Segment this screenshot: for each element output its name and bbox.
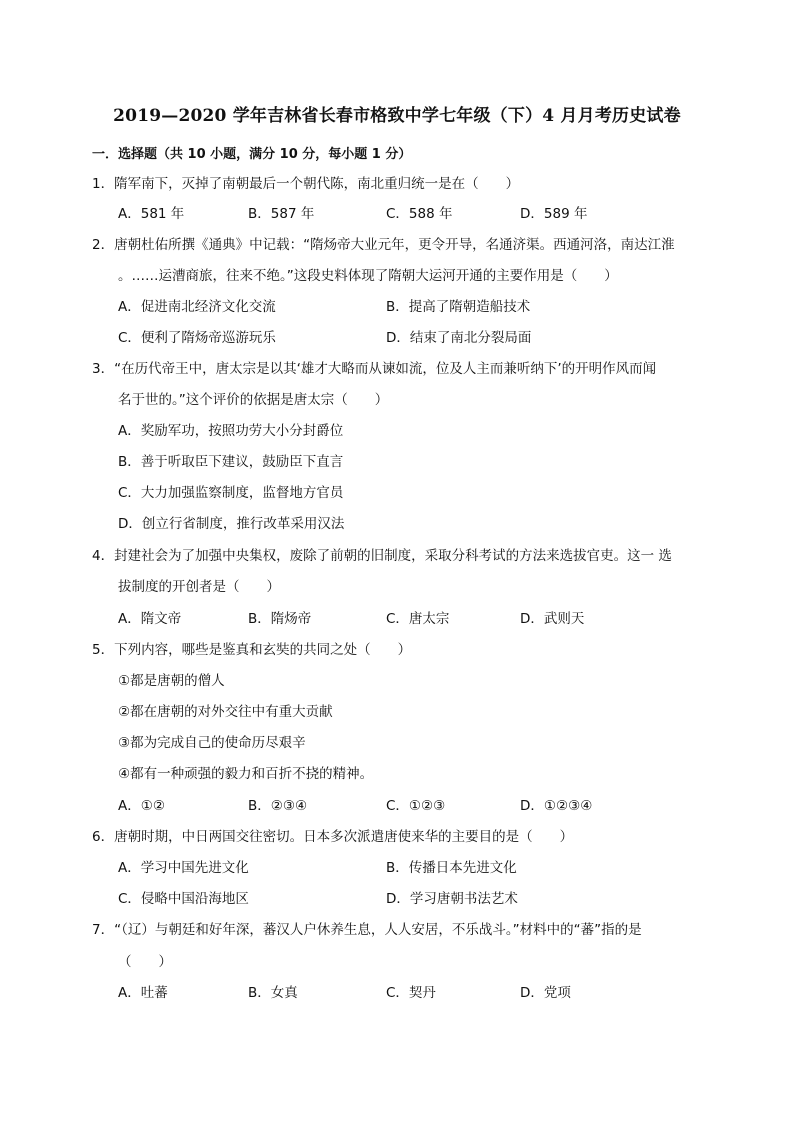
question-3-option-a: A．奖励军功，按照功劳大小分封爵位 — [118, 423, 344, 439]
question-2-stem-line-1: 2．唐朝杜佑所撰《通典》中记载：“隋炀帝大业元年，更令开导，名通济渠。西通河洛，南达江淮 — [92, 237, 675, 253]
question-2-option-c: C．便利了隋炀帝巡游玩乐 — [118, 330, 276, 346]
question-4-stem-line-1: 4．封建社会为了加强中央集权，废除了前朝的旧制度，采取分科考试的方法来选拔官吏。这一 选 — [92, 548, 672, 564]
question-6-option-d: D．学习唐朝书法艺术 — [386, 891, 518, 907]
question-5-item-1: ①都是唐朝的僧人 — [118, 673, 225, 689]
section-heading: 一．选择题（共 10 小题，满分 10 分，每小题 1 分） — [92, 147, 412, 162]
question-4-stem-line-2: 拔制度的开创者是（ ） — [118, 579, 280, 595]
question-5-item-4: ④都有一种顽强的毅力和百折不挠的精神。 — [118, 766, 374, 782]
question-2-option-d: D．结束了南北分裂局面 — [386, 330, 532, 346]
question-7-stem-line-2: （ ） — [118, 954, 172, 970]
question-3-option-b: B．善于听取臣下建议，鼓励臣下直言 — [118, 454, 344, 470]
question-5-option-a: A．①② — [118, 798, 165, 814]
question-5-stem: 5．下列内容，哪些是鉴真和玄奘的共同之处（ ） — [92, 642, 412, 658]
question-1-option-c: C．588 年 — [386, 206, 453, 222]
question-3-stem-line-2: 名于世的。”这个评价的依据是唐太宗（ ） — [118, 392, 389, 408]
question-7-option-b: B．女真 — [248, 985, 298, 1001]
question-1-option-d: D．589 年 — [520, 206, 588, 222]
question-1-option-b: B．587 年 — [248, 206, 315, 222]
question-6-option-a: A．学习中国先进文化 — [118, 860, 249, 876]
question-5-option-c: C．①②③ — [386, 798, 446, 814]
question-1-stem: 1．隋军南下，灭掉了南朝最后一个朝代陈，南北重归统一是在（ ） — [92, 176, 520, 192]
question-2-option-b: B．提高了隋朝造船技术 — [386, 299, 531, 315]
question-4-option-b: B．隋炀帝 — [248, 611, 312, 627]
question-4-option-c: C．唐太宗 — [386, 611, 450, 627]
question-6-option-c: C．侵略中国沿海地区 — [118, 891, 249, 907]
question-2-stem-line-2: 。……运漕商旅，往来不绝。”这段史料体现了隋朝大运河开通的主要作用是（ ） — [118, 268, 618, 284]
question-2-option-a: A．促进南北经济文化交流 — [118, 299, 276, 315]
question-4-option-a: A．隋文帝 — [118, 611, 182, 627]
question-3-option-c: C．大力加强监察制度，监督地方官员 — [118, 485, 344, 501]
question-1-option-a: A．581 年 — [118, 206, 185, 222]
question-5-option-b: B．②③④ — [248, 798, 308, 814]
question-5-item-3: ③都为完成自己的使命历尽艰辛 — [118, 735, 306, 751]
question-5-option-d: D．①②③④ — [520, 798, 593, 814]
question-6-option-b: B．传播日本先进文化 — [386, 860, 517, 876]
question-3-option-d: D．创立行省制度，推行改革采用汉法 — [118, 516, 345, 532]
exam-title: 2019—2020 学年吉林省长春市格致中学七年级（下）4 月月考历史试卷 — [113, 106, 681, 126]
question-7-option-d: D．党项 — [520, 985, 571, 1001]
question-7-stem-line-1: 7．“（辽）与朝廷和好年深，蕃汉人户休养生息，人人安居，不乐战斗。”材料中的“蕃”指的是 — [92, 922, 642, 938]
question-3-stem-line-1: 3．“在历代帝王中，唐太宗是以其‘雄才大略而从谏如流，位及人主而兼听纳下’的开明作风而闻 — [92, 361, 657, 377]
question-7-option-a: A．吐蕃 — [118, 985, 168, 1001]
question-7-option-c: C．契丹 — [386, 985, 436, 1001]
question-5-item-2: ②都在唐朝的对外交往中有重大贡献 — [118, 704, 333, 720]
question-4-option-d: D．武则天 — [520, 611, 585, 627]
question-6-stem: 6．唐朝时期，中日两国交往密切。日本多次派遣唐使来华的主要目的是（ ） — [92, 829, 574, 845]
